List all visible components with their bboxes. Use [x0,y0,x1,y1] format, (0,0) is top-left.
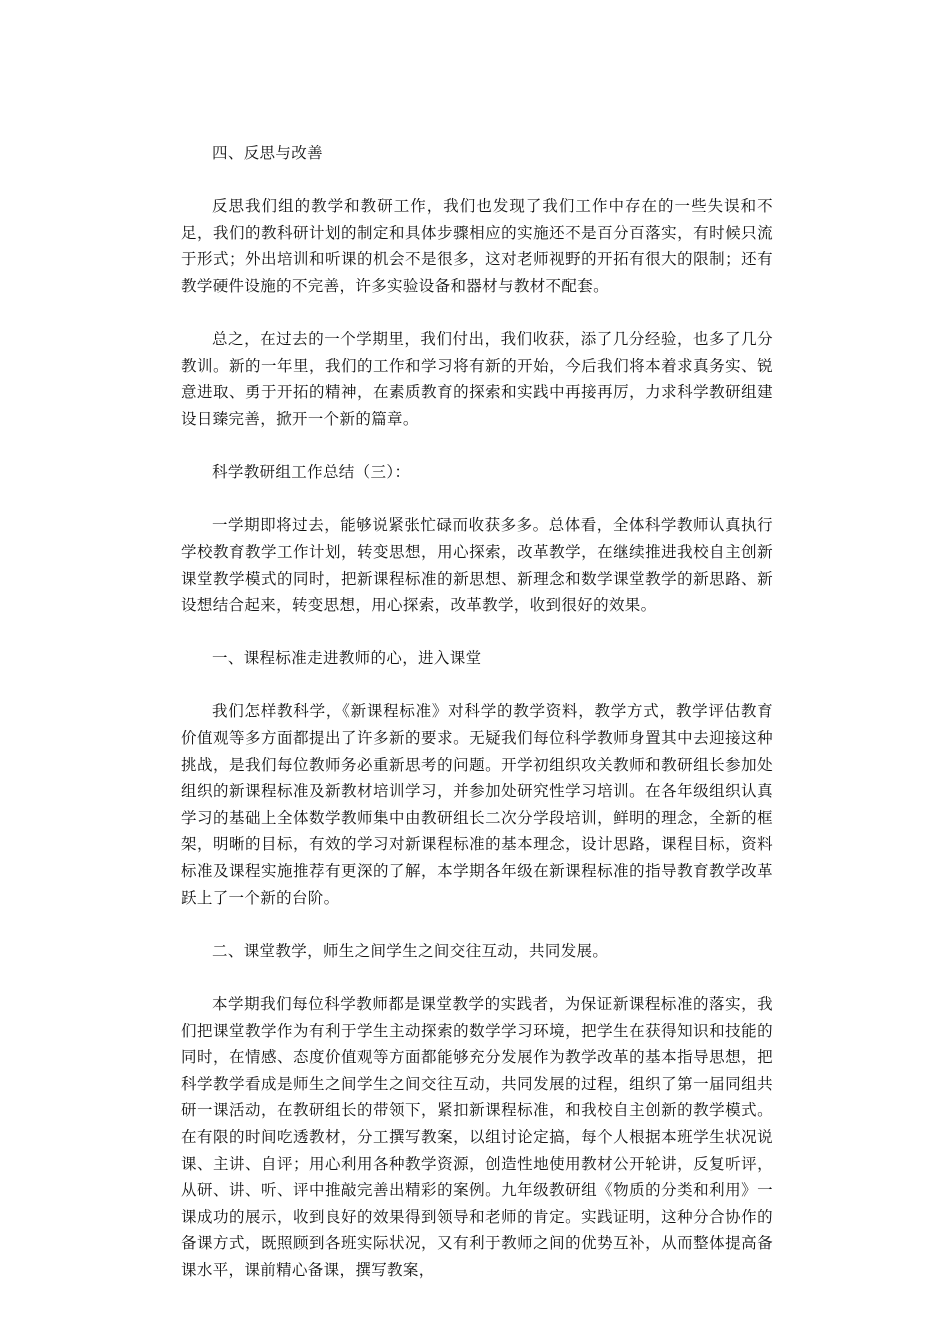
section-heading-curriculum: 一、课程标准走进教师的心，进入课堂 [212,649,482,668]
document-subtitle: 科学教研组工作总结（三）： [212,463,411,482]
paragraph-reflection: 反思我们组的教学和教研工作，我们也发现了我们工作中存在的一些失误和不足，我们的教科研计划的制定和具体步骤相应的实施还不是百分百落实，有时候只流于形式；外出培训和听课的机会不是很多，这对老师视野的开拓有很大的限制；还有教学硬件设施的不完善，许多实验设备和器材与教材不配套。 [181,197,773,295]
section-heading-reflection: 四、反思与改善 [212,144,323,162]
section-heading-classroom: 二、课堂教学，师生之间学生之间交往互动，共同发展。 [212,941,609,960]
paragraph-intro: 一学期即将过去，能够说紧张忙碌而收获多多。总体看，全体科学教师认真执行学校教育教学工作计划，转变思想，用心探索，改革教学，在继续推进我校自主创新课堂教学模式的同时，把新课程标准的新思想、新理念和数学课堂教学的新思路、新设想结合起来，转变思想，用心探索，改革教学，收到很好的效果。 [181,516,773,615]
paragraph-conclusion: 总之，在过去的一个学期里，我们付出，我们收获，添了几分经验，也多了几分教训。新的一年里，我们的工作和学习将有新的开始，今后我们将本着求真务实、锐意进取、勇于开拓的精神，在素质教育的探索和实践中再接再厉，力求科学教研组建设日臻完善，掀开一个新的篇章。 [181,330,773,428]
paragraph-curriculum: 我们怎样教科学，《新课程标准》对科学的教学资料，教学方式，教学评估教育价值观等多方面都提出了许多新的要求。无疑我们每位科学教师身置其中去迎接这种挑战，是我们每位教师务必重新思考的问题。开学初组织攻关教师和教研组长参加处组织的新课程标准及新教材培训学习，并参加处研究性学习培训。在各年级组织认真学习的基础上全体数学教师集中由教研组长二次分学段培训，鲜明的理念，全新的框架，明晰的目标，有效的学习对新课程标准的基本理念，设计思路，课程目标，资料标准及课程实施推荐有更深的了解，本学期各年级在新课程标准的指导教育教学改革跃上了一个新的台阶。 [181,702,773,907]
paragraph-classroom: 本学期我们每位科学教师都是课堂教学的实践者，为保证新课程标准的落实，我们把课堂教学作为有利于学生主动探索的数学学习环境，把学生在获得知识和技能的同时，在情感、态度价值观等方面都能够充分发展作为教学改革的基本指导思想，把科学教学看成是师生之间学生之间交往互动，共同发展的过程，组织了第一届同组共研一课活动，在教研组长的带领下，紧扣新课程标准，和我校自主创新的教学模式。在有限的时间吃透教材，分工撰写教案，以组讨论定搞，每个人根据本班学生状况说课、主讲、自评；用心利用各种教学资源，创造性地使用教材公开轮讲，反复听评，从研、讲、听、评中推敲完善出精彩的案例。九年级教研组《物质的分类和利用》一课成功的展示，收到良好的效果得到领导和老师的肯定。实践证明，这种分合协作的备课方式，既照顾到各班实际状况，又有利于教师之间的优势互补，从而整体提高备课水平，课前精心备课，撰写教案， [181,995,773,1279]
document-page [181,140,773,1284]
